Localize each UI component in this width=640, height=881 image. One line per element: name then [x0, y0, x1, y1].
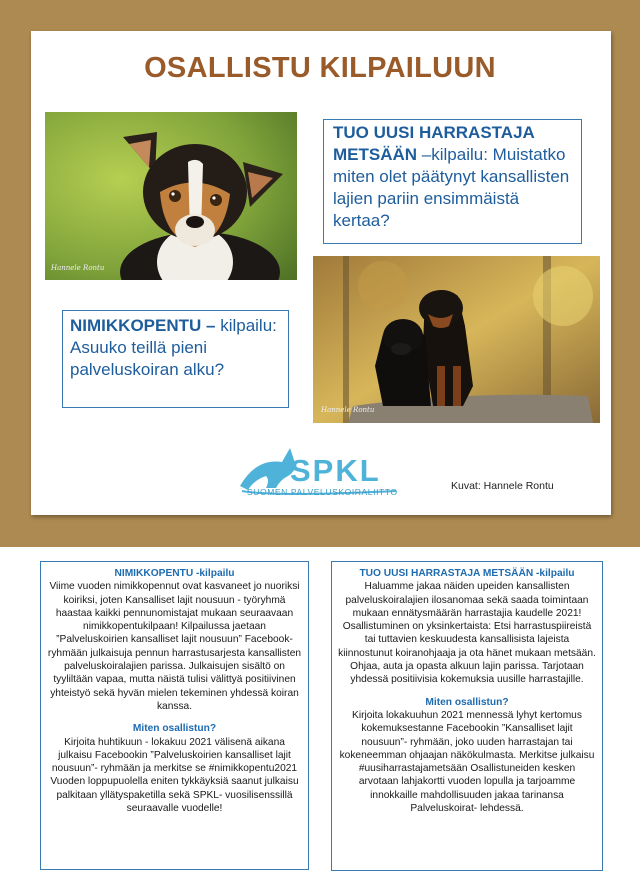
hobbyist-info-body: Haluamme jakaa näiden upeiden kansallisten palveluskoiralajien ilosanomaa sekä saada toimintaan mukaan ennätysmäärän harrastajia kaudelle 2021! Osallistuminen on yksinkertaista: Etsi harrastuspiireistä tai tuttavien keskuudesta kansallisista lajeista kiinnostunut koiranohjaaja ja ota hänet mukaan metsään. Ohjaa, auta ja opasta alkuun lajin parissa. Tarjotaan yhdessä positiivisia kokemuksia uusille harrastajille. [338, 581, 596, 686]
hobbyist-info-subheading: Miten osallistun? [425, 696, 509, 708]
puppy-info-subbody: Kirjoita huhtikuun - lokakuu 2021 välisenä aikana julkaisu Facebookin ”Palveluskoirien kansalliset lajit nousuun”- ryhmään ja merkitse se #nimikkopentu2021 Vuoden loppupuolella eniten tykkäyksiä saanut julkaisu palkitaan yllätyspaketilla sekä SPKL- vuosilisenssillä seuraavalle vuodelle! [50, 736, 299, 815]
hobbyist-info-heading: TUO UUSI HARRASTAJA METSÄÄN -kilpailu [359, 568, 575, 579]
photo-signature: Hannele Rontu [51, 264, 105, 272]
puppy-contest-box [62, 310, 289, 408]
puppy-info-body: Viime vuoden nimikkopennut ovat kasvaneet jo nuoriksi koiriksi, joten Kansalliset lajit nousuun - työryhmä haastaa kaikki pennunomistajat mukaan seuraavaan nimikkopentukilpaan! Kilpailussa jaetaan ”Palveluskoirien kansalliset lajit nousuun” Facebook-ryhmään julkaisuja pennun harrastusarjesta kansallisten palveluskoiralajien parissa. Julkaisujen sisältö on tyyliltään vapaa, mutta näistä tulisi välittyä positiivinen yhteistyö sekä hyvän mielen tekeminen yhdessä koiran kanssa. [47, 581, 302, 712]
new-hobbyist-box [323, 119, 582, 244]
new-hobbyist-info [331, 561, 603, 871]
hobbyist-info-subbody: Kirjoita lokakuuhun 2021 mennessä lyhyt kertomus kokemuksestanne Facebookin ”Kansalliset lajit nousuun”- ryhmään, joko uuden harrastajan tai kokeneemman ohjaajan näkökulmasta. Merkitse julkaisu #uusiharrastajametsään Osallistuneiden kesken arvotaan lahjakortti vuoden lopulla ja tarjoamme innokkaille mahdollisuuden jakaa tarinansa Palveluskoirat- lehdessä. [339, 709, 595, 815]
puppy-info-heading: NIMIKKOPENTU -kilpailu [114, 568, 235, 579]
puppy-photo [45, 112, 297, 280]
puppy-contest-text: kilpailu: Asuuko teillä pieni palveluskoiran alku? [70, 316, 277, 379]
photo-credit: Kuvat: Hannele Rontu [451, 480, 554, 492]
puppy-contest-heading: NIMIKKOPENTU – [70, 316, 216, 335]
new-hobbyist-text: –kilpailu: Muistatko miten olet päätynyt kansallisten lajien pariin ensimmäistä kertaa? [333, 145, 570, 230]
spkl-logo-text: SPKL [290, 453, 381, 488]
photo-signature-2: Hannele Rontu [321, 406, 375, 414]
dogs-forest-photo [313, 256, 600, 423]
puppy-info-subheading: Miten osallistun? [132, 723, 217, 735]
spkl-logo-subtitle: SUOMEN PALVELUSKOIRALIITTO [247, 487, 398, 497]
poster-title: OSALLISTU KILPAILUUN [144, 52, 496, 84]
puppy-contest-info [40, 561, 309, 870]
new-hobbyist-heading: TUO UUSI HARRASTAJA METSÄÄN [333, 123, 535, 164]
